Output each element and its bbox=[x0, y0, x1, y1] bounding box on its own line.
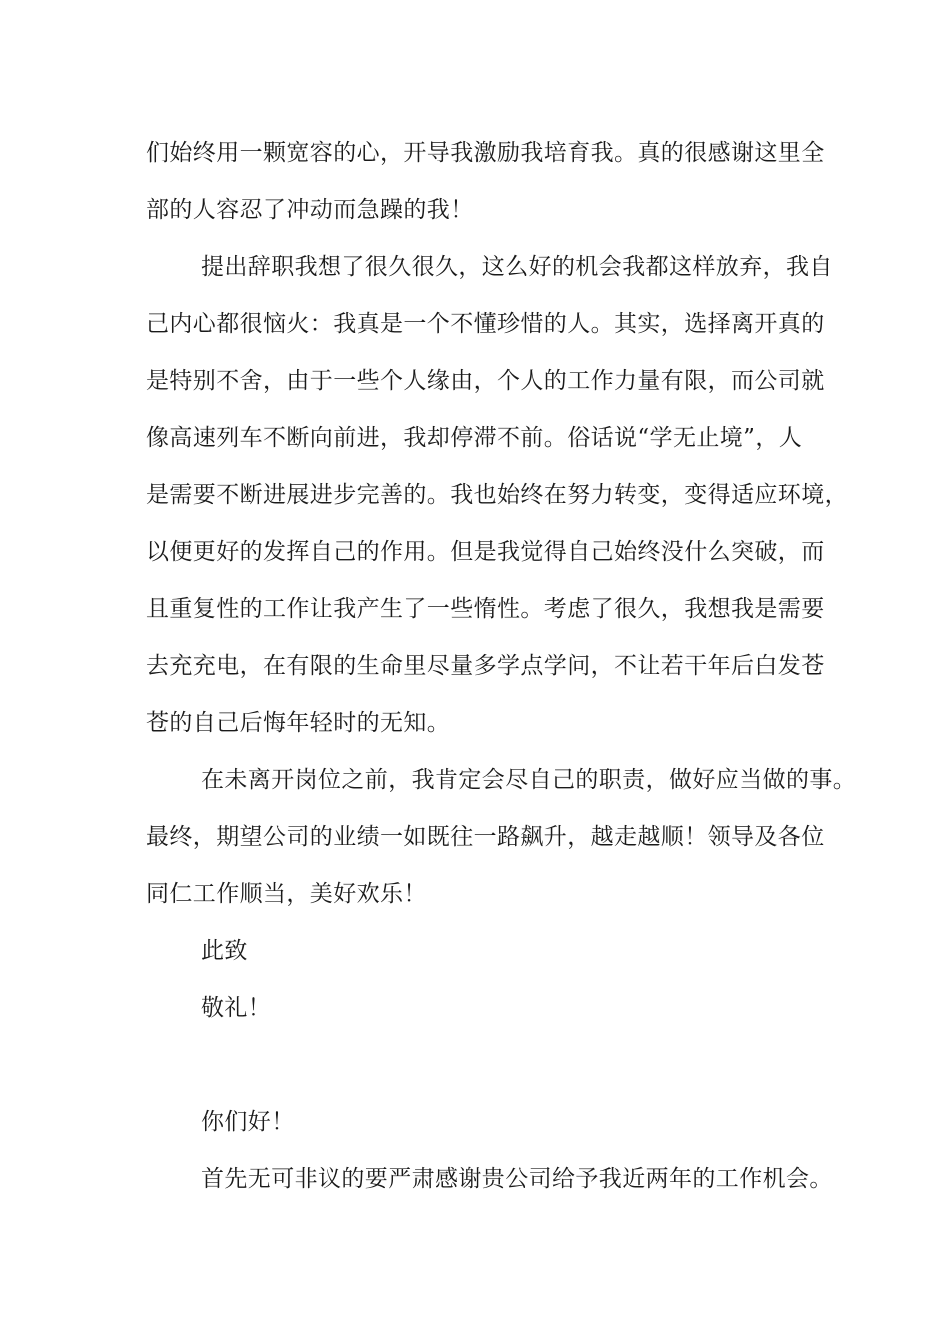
paragraph-start-line: 提出辞职我想了很久很久，这么好的机会我都这样放弃，我自 bbox=[201, 254, 833, 280]
text-line: 像高速列车不断向前进，我却停滞不前。俗话说“学无止境”，人 bbox=[146, 425, 803, 451]
text-line: 同仁工作顺当，美好欢乐！ bbox=[146, 881, 427, 907]
text-line: 且重复性的工作让我产生了一些惰性。考虑了很久，我想我是需要 bbox=[146, 596, 825, 622]
text-line: 去充充电，在有限的生命里尽量多学点学问，不让若干年后白发苍 bbox=[146, 653, 825, 679]
text-line: 是需要不断进展进步完善的。我也始终在努力转变，变得适应环境， bbox=[146, 482, 848, 508]
greeting-line: 你们好！ bbox=[201, 1109, 295, 1135]
closing-salutation: 敬礼！ bbox=[201, 995, 272, 1021]
text-line: 们始终用一颗宽容的心，开导我激励我培育我。真的很感谢这里全 bbox=[146, 140, 825, 166]
paragraph-start-line: 在未离开岗位之前，我肯定会尽自己的职责，做好应当做的事。 bbox=[201, 767, 857, 793]
closing-line: 此致 bbox=[201, 938, 248, 964]
text-line: 是特别不舍，由于一些个人缘由，个人的工作力量有限，而公司就 bbox=[146, 368, 825, 394]
text-line: 苍的自己后悔年轻时的无知。 bbox=[146, 710, 451, 736]
text-line: 己内心都很恼火：我真是一个不懂珍惜的人。其实，选择离开真的 bbox=[146, 311, 825, 337]
text-line: 部的人容忍了冲动而急躁的我！ bbox=[146, 197, 474, 223]
text-line: 以便更好的发挥自己的作用。但是我觉得自己始终没什么突破，而 bbox=[146, 539, 825, 565]
paragraph-start-line: 首先无可非议的要严肃感谢贵公司给予我近两年的工作机会。 bbox=[201, 1166, 833, 1192]
text-line: 最终，期望公司的业绩一如既往一路飙升，越走越顺！领导及各位 bbox=[146, 824, 825, 850]
